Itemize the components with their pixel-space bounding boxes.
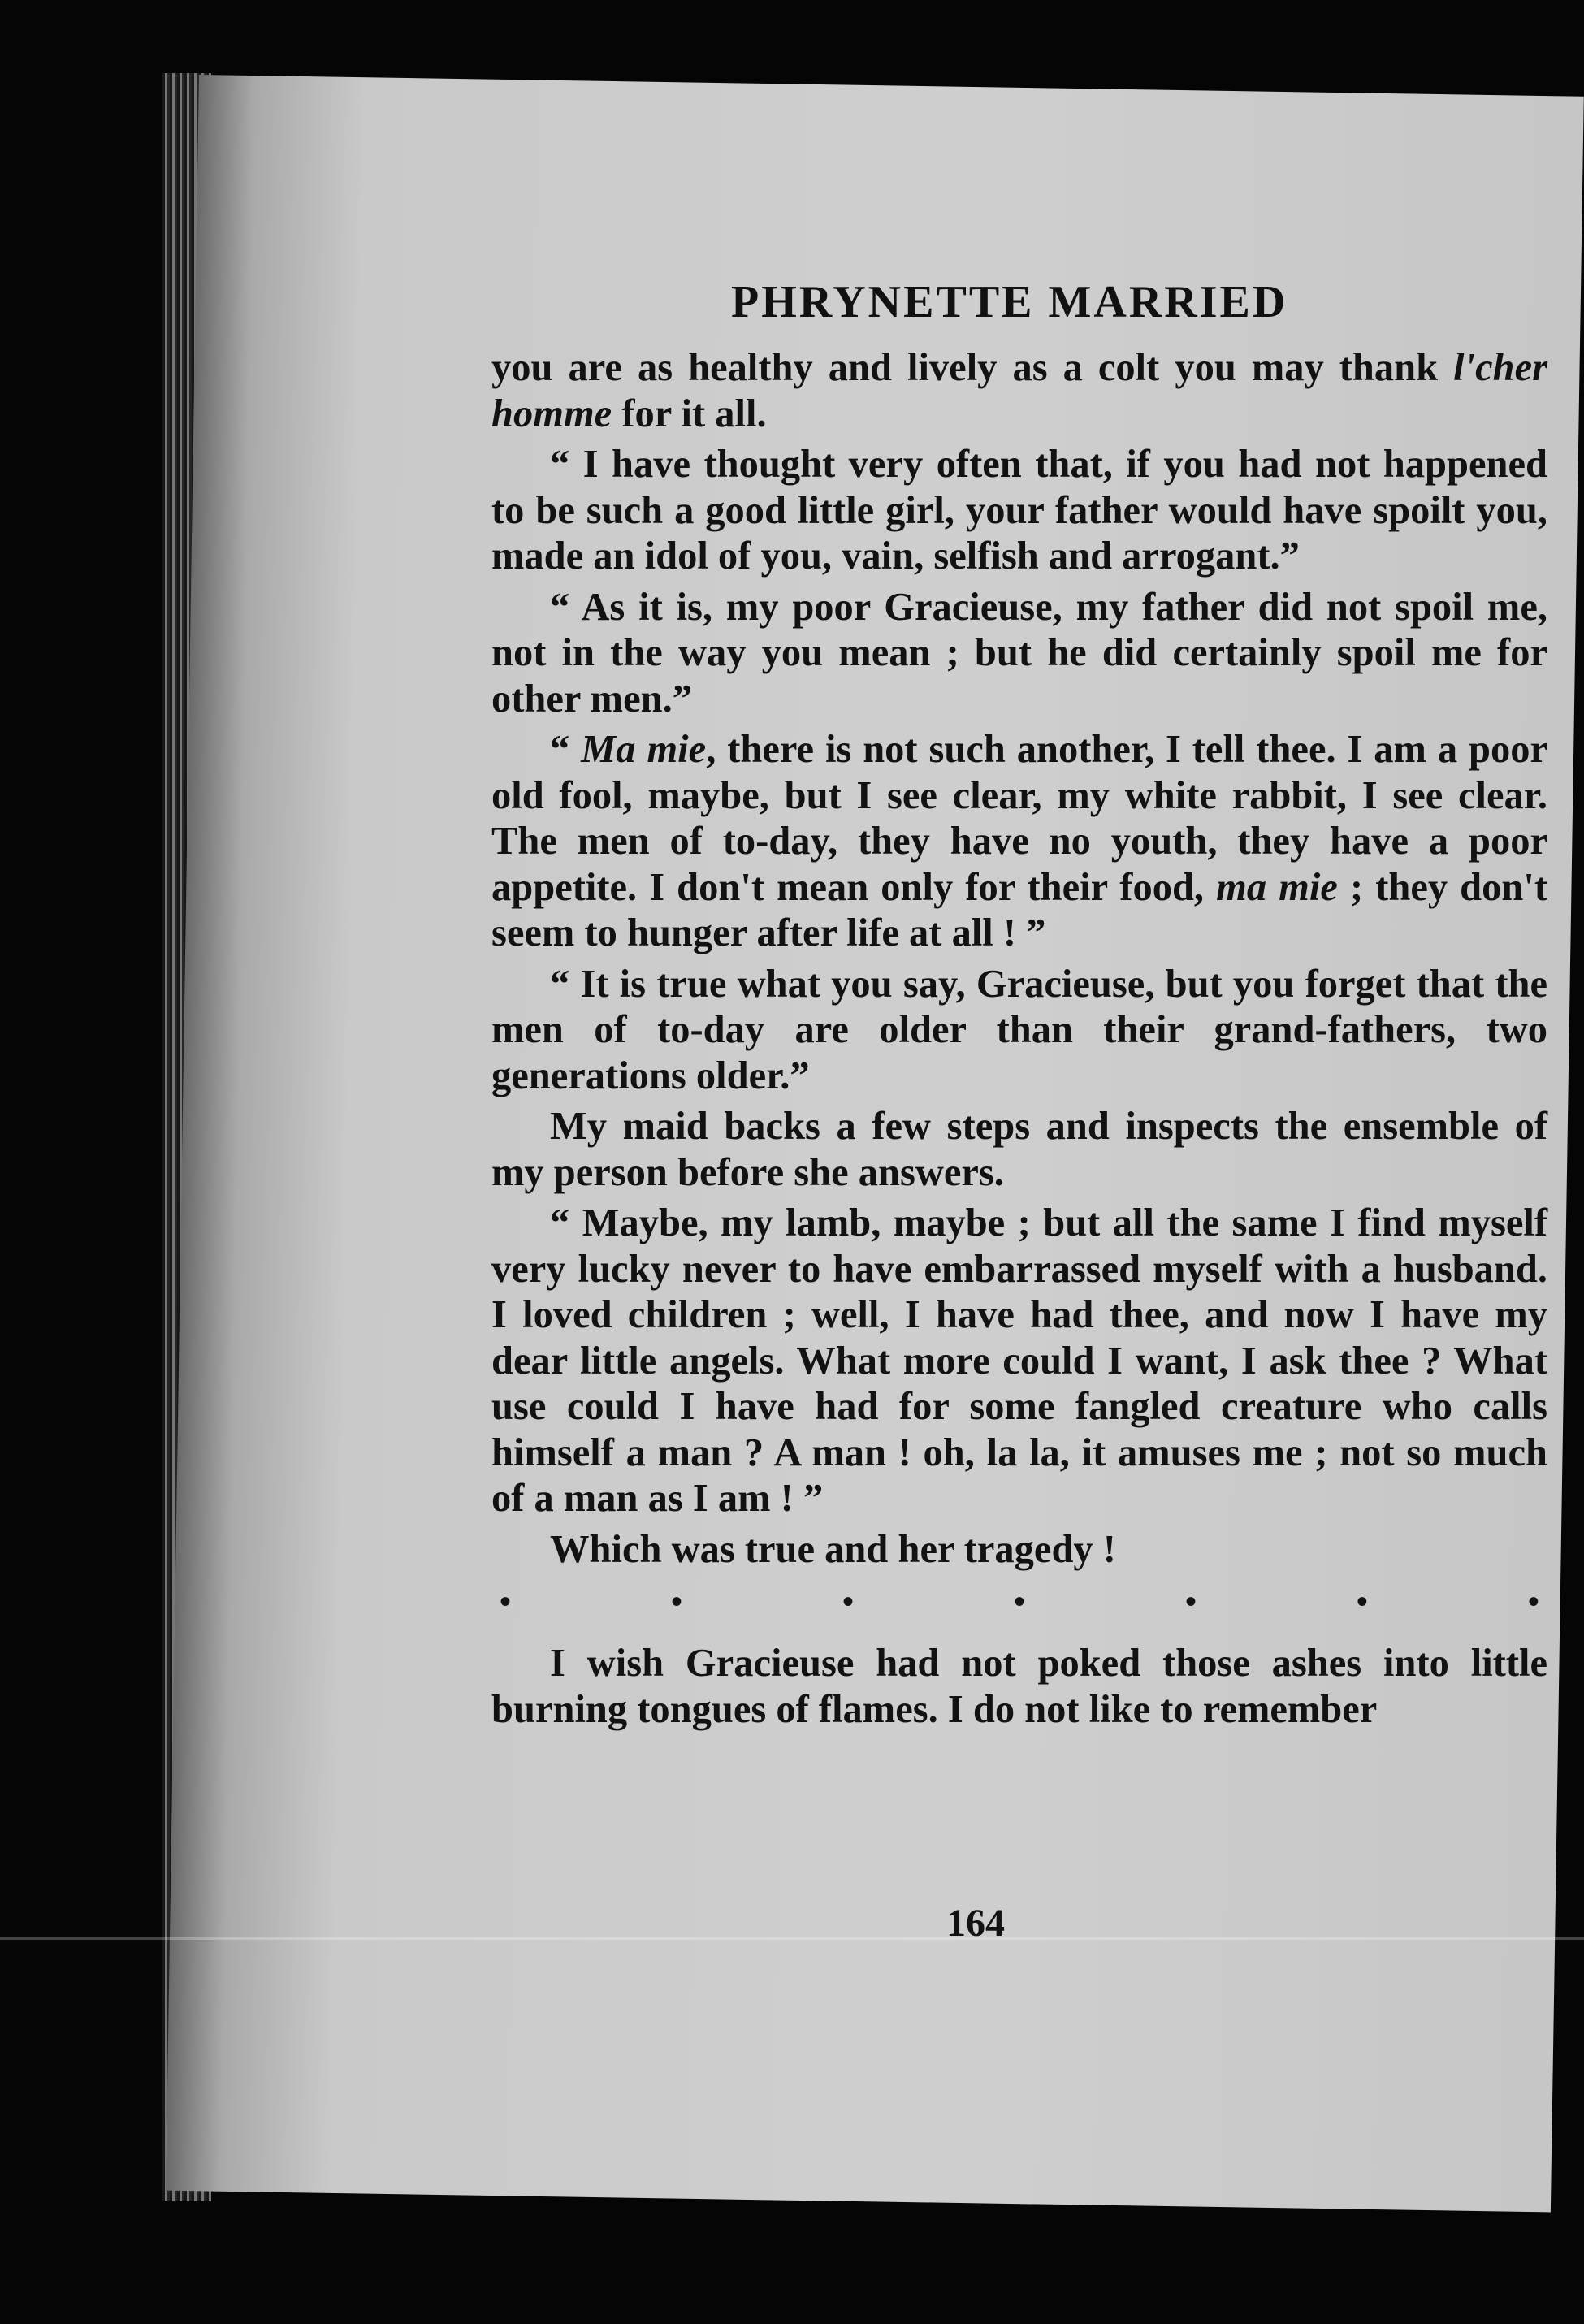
text-run-italic: l'cher homme — [491, 346, 1547, 435]
text-run: you are as healthy and lively as a colt you may thank — [491, 346, 1454, 389]
paragraph — [491, 727, 1547, 957]
text-run-italic: ma mie — [1216, 865, 1338, 909]
text-run: Which was true and her tragedy ! — [550, 1527, 1116, 1571]
paragraph — [491, 1201, 1547, 1522]
page-number: 164 — [946, 1902, 1005, 1945]
body-text — [491, 345, 1547, 1738]
separator-dot: • — [1184, 1583, 1197, 1620]
text-run: “ — [550, 728, 582, 771]
text-run: “ Maybe, my lamb, maybe ; but all the same I find myself very lucky never to have embarrassed myself with a husband. I loved children ; well, I have had thee, and now I have my dear little angels. What more could I want, I ask thee ? What use could I have had for some fangled creature who calls himself a man ? A man ! oh, la la, it amuses me ; not so much of a man as I am ! ” — [491, 1201, 1547, 1520]
paragraph — [491, 442, 1547, 580]
text-run: My maid backs a few steps and inspects the ensemble of my person before she answers. — [491, 1105, 1547, 1194]
text-run: ; they don't seem to hunger after life at all ! ” — [491, 865, 1548, 954]
separator-dot: • — [670, 1583, 682, 1620]
scan-artifact-line — [0, 1937, 1584, 1940]
text-run: “ I have thought very often that, if you had not happened to be such a good little girl, your father would have spoilt you, made an idol of you, vain, selfish and arrogant.” — [491, 443, 1547, 578]
separator-dot: • — [500, 1583, 512, 1620]
closing-paragraph: I wish Gracieuse had not poked those ashes into little burning tongues of flames. I do not like to remember — [491, 1642, 1547, 1731]
paragraph — [491, 1104, 1547, 1196]
running-head: PHRYNETTE MARRIED — [731, 277, 1288, 327]
text-run-italic: Ma mie — [581, 728, 707, 771]
separator-dot: • — [1013, 1583, 1025, 1620]
separator-dot: • — [842, 1583, 854, 1620]
separator-dot: • — [1356, 1583, 1368, 1620]
paragraph — [491, 962, 1547, 1100]
text-run: “ It is true what you say, Gracieuse, but you forget that the men of to-day are older than their grand-fathers, two generations older.” — [491, 962, 1547, 1097]
paragraph — [491, 585, 1547, 723]
text-run: , there is not such another, I tell thee. I am a poor old fool, maybe, but I see clear, my white rabbit, I see clear. The men of to-day, they have no youth, they have a poor appetite. I don't mean only for their food, — [491, 728, 1548, 909]
paragraph — [491, 345, 1547, 437]
text-run: “ As it is, my poor Gracieuse, my father did not spoil me, not in the way you mean ; but he did certainly spoil me for other men.” — [491, 585, 1547, 721]
paragraph — [491, 1527, 1547, 1573]
section-separator — [491, 1577, 1547, 1641]
text-run: for it all. — [612, 392, 767, 435]
separator-dot: • — [1527, 1583, 1539, 1620]
